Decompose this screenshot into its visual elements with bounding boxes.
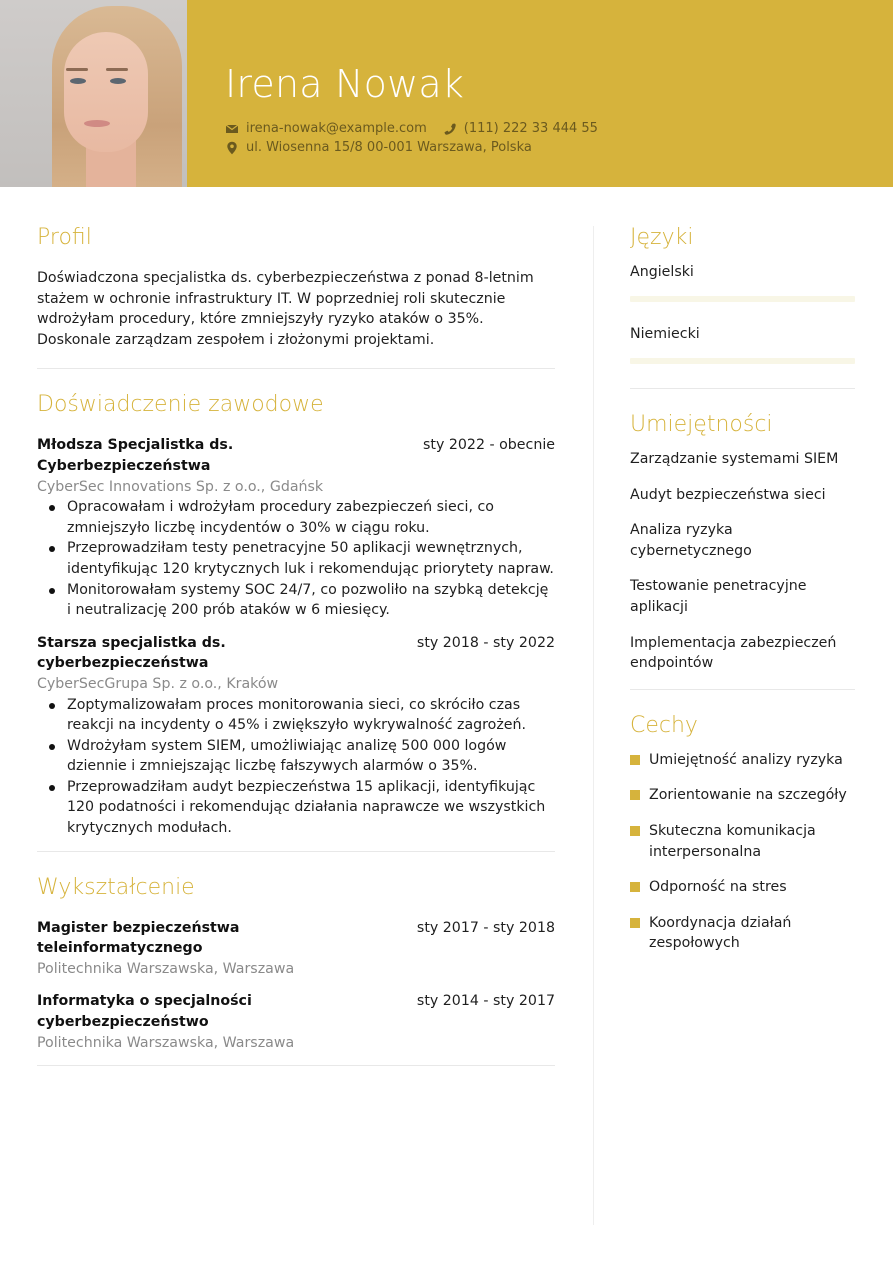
trait-text: Skuteczna komunikacja interpersonalna (649, 822, 816, 860)
profile-summary: Doświadczona specjalistka ds. cyberbezpieczeństwa z ponad 8-letnim stażem w ochronie infrastruktury IT. W poprzedniej roli skutecznie wdrożyłam procedury, które zmniejszyły ryzyko ataków o 35%. Doskonale zarządzam zespołem i złożonymi projektami. (37, 270, 534, 348)
achievement-item: Monitorowałam systemy SOC 24/7, co pozwoliło na szybką detekcję i neutralizację 200 prób ataków w 6 miesięcy. (37, 580, 555, 621)
education-entry (37, 918, 555, 980)
section-divider (37, 1065, 555, 1066)
column-divider (593, 226, 594, 1225)
job-dates: sty 2018 - sty 2022 (416, 634, 555, 651)
resume-header (0, 0, 893, 187)
profile-section (37, 222, 555, 350)
section-title-education: Wykształcenie (37, 874, 195, 900)
phone-text: (111) 222 33 444 55 (463, 121, 598, 136)
languages-section (630, 222, 855, 364)
experience-section (37, 389, 555, 838)
contact-address (225, 140, 532, 155)
square-bullet-icon (630, 755, 640, 765)
section-divider (37, 368, 555, 369)
education-dates: sty 2014 - sty 2017 (416, 993, 555, 1010)
trait-item (630, 821, 855, 862)
section-title-traits: Cechy (630, 712, 698, 738)
main-column (37, 222, 555, 1086)
section-divider (630, 689, 855, 690)
achievement-item: Przeprowadziłam testy penetracyjne 50 aplikacji wewnętrznych, identyfikując 120 krytycznych luk i rekomendując priorytety napraw. (37, 538, 555, 579)
section-title-profile: Profil (37, 225, 92, 250)
education-dates: sty 2017 - sty 2018 (416, 919, 555, 936)
skill-item: Zarządzanie systemami SIEM (630, 451, 839, 467)
skill-item: Analiza ryzyka cybernetycznego (630, 522, 752, 559)
education-section (37, 872, 555, 1054)
job-company: CyberSec Innovations Sp. z o.o., Gdańsk (37, 478, 324, 495)
achievement-item: Zoptymalizowałam proces monitorowania sieci, co skróciło czas reakcji na incydenty o 45% i zwiększyło wykrywalność zagrożeń. (37, 695, 555, 736)
language-item (630, 262, 855, 302)
square-bullet-icon (630, 882, 640, 892)
contact-phone[interactable] (443, 121, 598, 136)
candidate-name: Irena Nowak (225, 62, 465, 106)
achievement-item: Wdrożyłam system SIEM, umożliwiając analizę 500 000 logów dziennie i zmniejszając liczbę fałszywych alarmów o 35%. (37, 736, 555, 777)
skills-section (630, 409, 855, 674)
language-name: Niemiecki (630, 326, 700, 342)
email-text: irena-nowak@example.com (246, 121, 427, 136)
section-divider (37, 851, 555, 852)
address-text: ul. Wiosenna 15/8 00-001 Warszawa, Polska (246, 140, 532, 155)
square-bullet-icon (630, 790, 640, 800)
trait-item (630, 785, 855, 806)
language-name: Angielski (630, 264, 694, 280)
experience-entry (37, 633, 555, 839)
job-title: Młodsza Specjalistka ds. Cyberbezpieczeństwa (37, 437, 234, 474)
degree-title: Magister bezpieczeństwa teleinformatycznego (37, 919, 240, 957)
job-dates: sty 2022 - obecnie (423, 437, 555, 454)
contact-email[interactable] (225, 121, 427, 136)
school-name: Politechnika Warszawska, Warszawa (37, 960, 295, 977)
envelope-icon (225, 122, 239, 136)
trait-item (630, 877, 855, 898)
square-bullet-icon (630, 918, 640, 928)
experience-entry (37, 435, 555, 620)
section-divider (630, 388, 855, 389)
language-level-bar (630, 358, 855, 364)
map-pin-icon (225, 141, 239, 155)
section-title-languages: Języki (630, 225, 694, 250)
section-title-skills: Umiejętności (630, 412, 773, 437)
job-company: CyberSecGrupa Sp. z o.o., Kraków (37, 675, 279, 692)
skill-item: Implementacja zabezpieczeń endpointów (630, 634, 837, 672)
trait-text: Odporność na stres (649, 879, 787, 896)
trait-text: Umiejętność analizy ryzyka (649, 751, 843, 768)
square-bullet-icon (630, 826, 640, 836)
trait-item (630, 750, 855, 771)
language-level-bar (630, 296, 855, 302)
language-item (630, 324, 855, 364)
skill-item: Audyt bezpieczeństwa sieci (630, 486, 826, 503)
achievement-item: Opracowałam i wdrożyłam procedury zabezpieczeń sieci, co zmniejszyło liczbę incydentów o 30% w ciągu roku. (37, 497, 555, 538)
job-achievements (37, 497, 555, 621)
phone-icon (443, 122, 457, 136)
section-title-experience: Doświadczenie zawodowe (37, 392, 324, 418)
education-entry (37, 991, 555, 1053)
achievement-item: Przeprowadziłam audyt bezpieczeństwa 15 aplikacji, identyfikując 120 podatności i rekomendując działania naprawcze we wszystkich krytycznych modułach. (37, 777, 555, 839)
contact-row-address (225, 140, 548, 155)
school-name: Politechnika Warszawska, Warszawa (37, 1034, 295, 1051)
skill-item: Testowanie penetracyjne aplikacji (630, 578, 807, 615)
traits-section (630, 710, 855, 954)
job-achievements (37, 695, 555, 839)
contact-row-primary (225, 121, 614, 136)
trait-text: Zorientowanie na szczegóły (649, 787, 847, 804)
sidebar-column (630, 222, 855, 969)
job-title: Starsza specjalistka ds. cyberbezpieczeństwa (37, 634, 226, 672)
trait-item (630, 913, 855, 954)
trait-text: Koordynacja działań zespołowych (649, 914, 792, 952)
profile-photo (0, 0, 187, 187)
degree-title: Informatyka o specjalności cyberbezpieczeństwo (37, 993, 252, 1031)
